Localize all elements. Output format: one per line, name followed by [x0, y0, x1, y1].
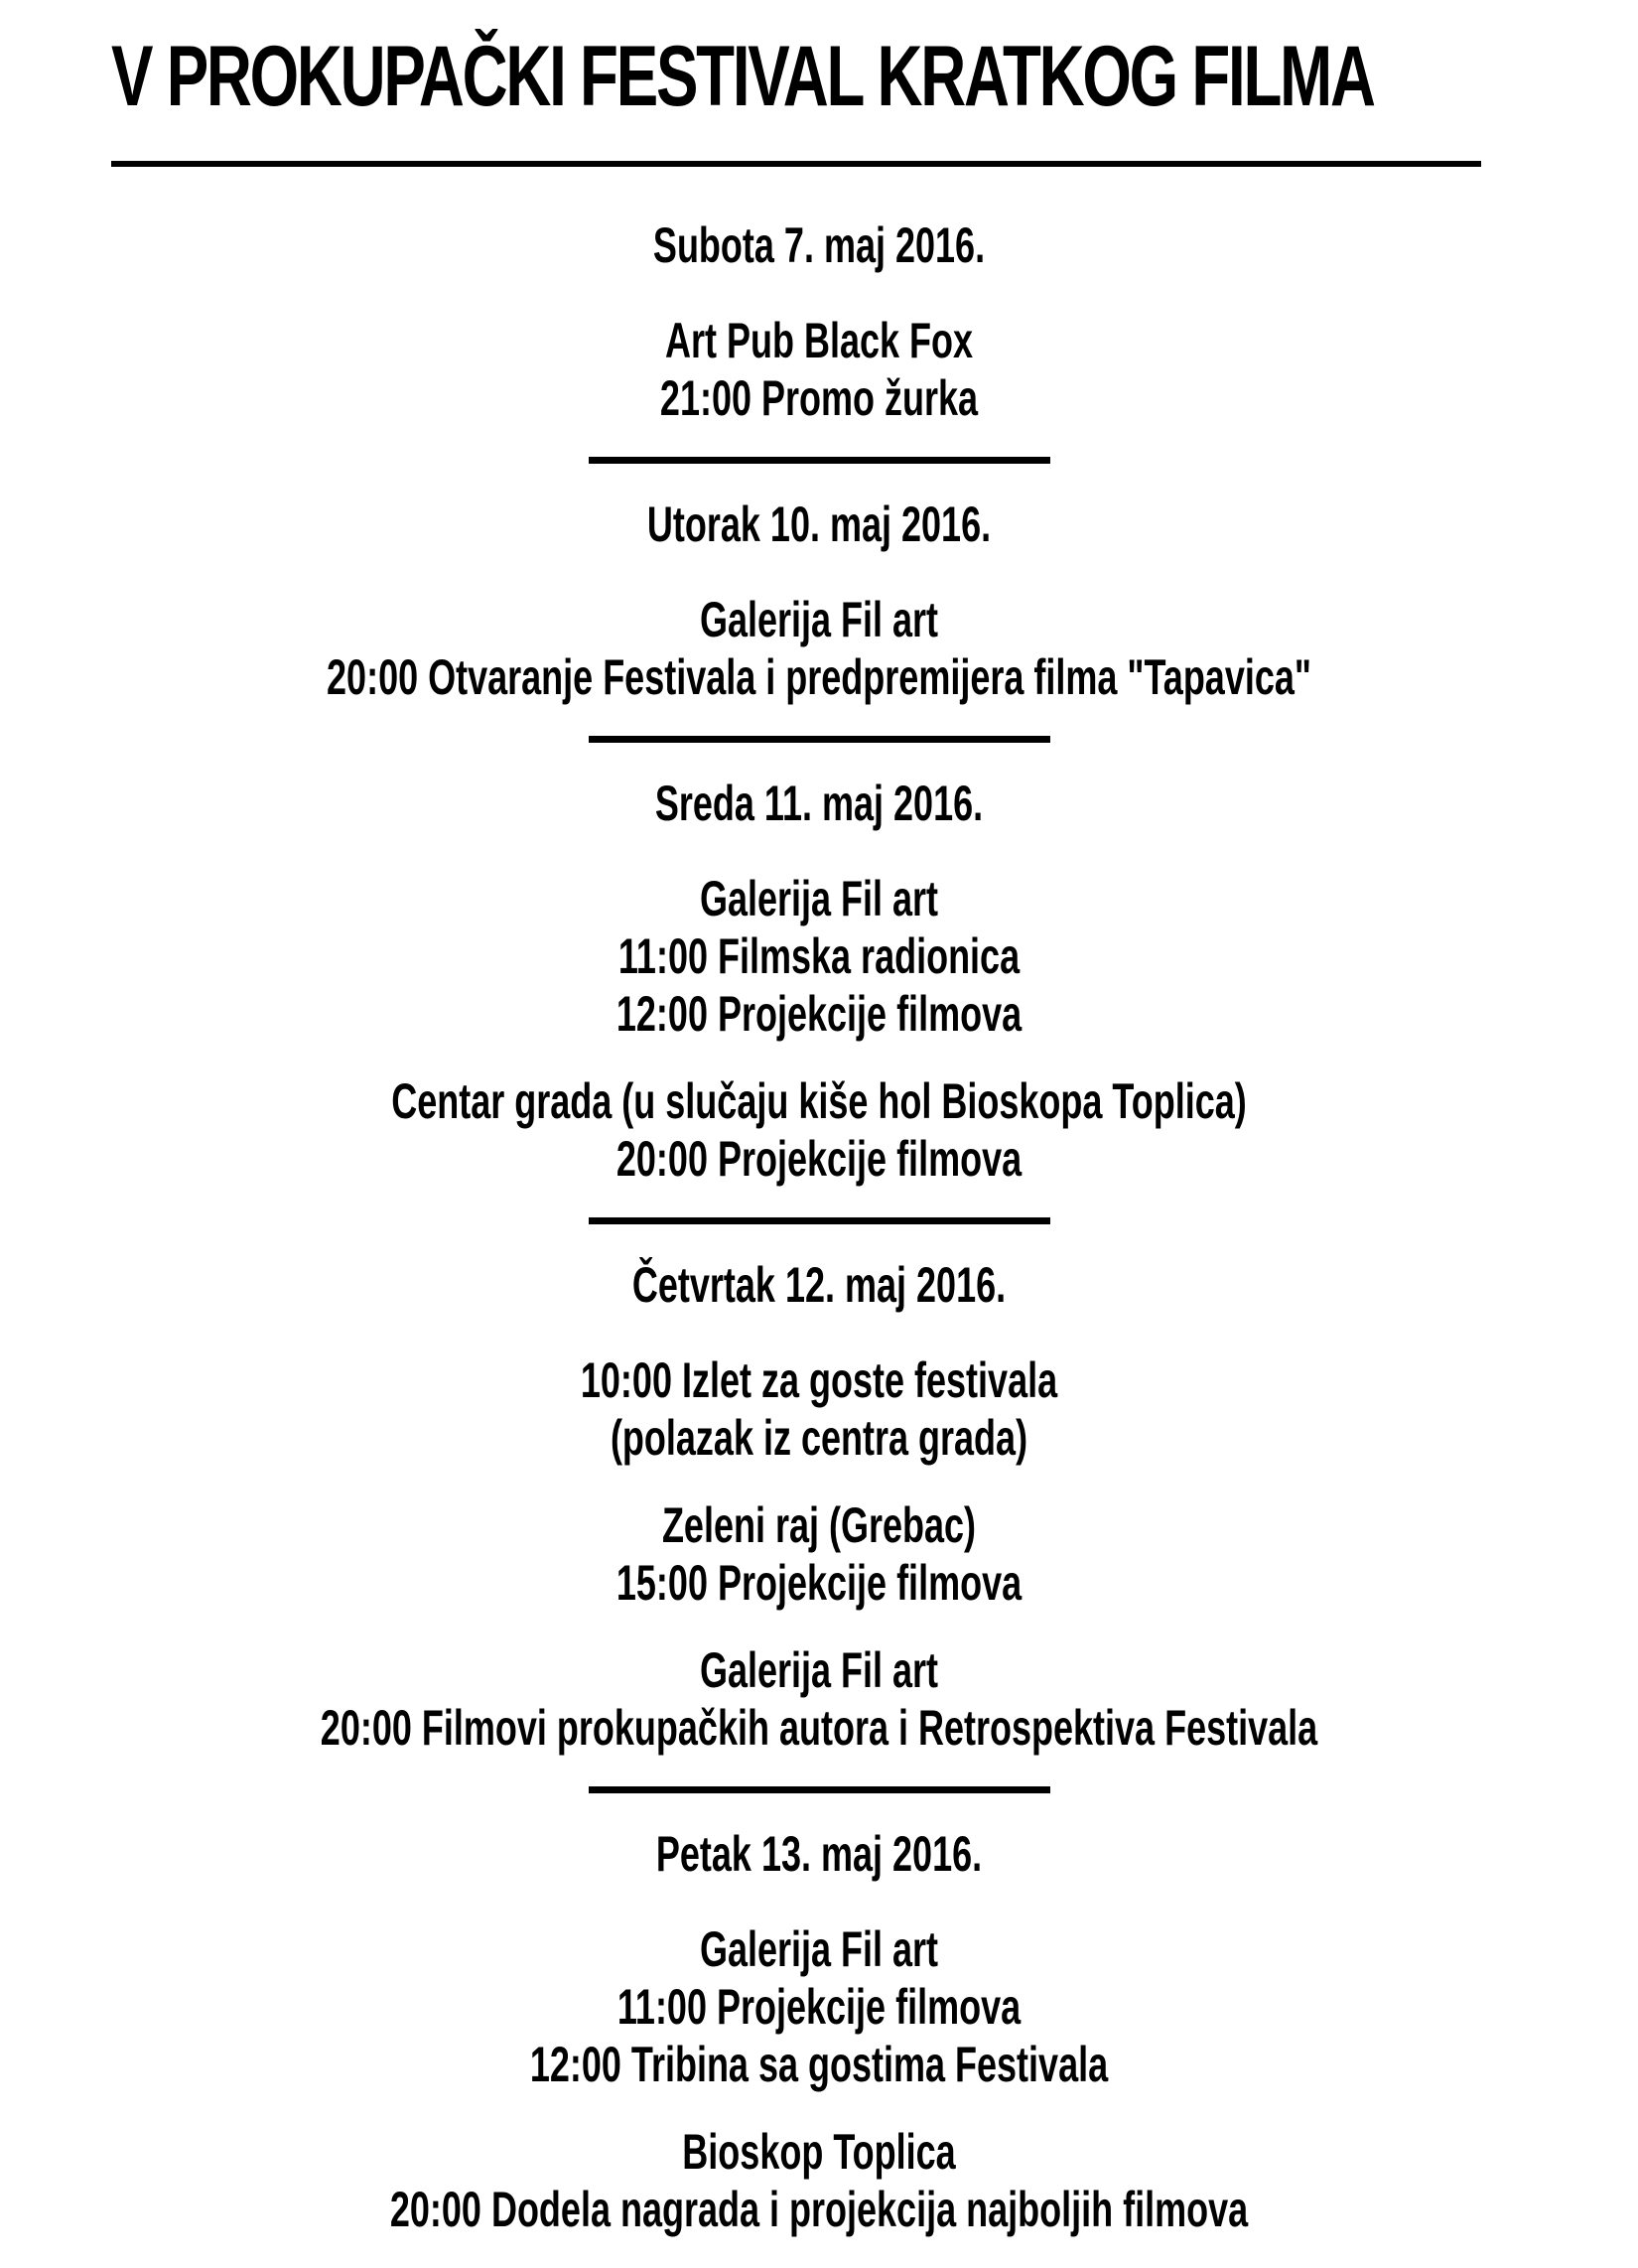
- event-line: 20:00 Filmovi prokupačkih autora i Retrospektiva Festivala: [320, 1700, 1318, 1756]
- venue-title: Galerija Fil art: [699, 871, 939, 926]
- day-heading: Sreda 11. maj 2016.: [654, 776, 984, 831]
- day-heading: Subota 7. maj 2016.: [652, 217, 986, 273]
- event-line: 12:00 Tribina sa gostima Festivala: [529, 2037, 1109, 2092]
- schedule-day: [0, 1825, 1638, 2238]
- event-line: 20:00 Otvaranje Festivala i predpremijera filma "Tapavica": [327, 649, 1311, 705]
- venue-block: [0, 1496, 1638, 1612]
- venue-block: [0, 870, 1638, 1043]
- schedule-day: [0, 775, 1638, 1188]
- venue-title: Galerija Fil art: [699, 1921, 939, 1977]
- venue-title: Zeleni raj (Grebac): [661, 1497, 977, 1553]
- event-line: 11:00 Projekcije filmova: [616, 1979, 1022, 2035]
- page-title: V PROKUPAČKI FESTIVAL KRATKOG FILMA: [111, 29, 1374, 124]
- schedule-day: [0, 216, 1638, 427]
- day-heading: Četvrtak 12. maj 2016.: [631, 1257, 1007, 1313]
- event-line: 20:00 Dodela nagrada i projekcija najboljih filmova: [389, 2182, 1249, 2237]
- event-line: 20:00 Projekcije filmova: [615, 1131, 1023, 1187]
- event-line: 21:00 Promo žurka: [659, 370, 979, 426]
- event-line: 15:00 Projekcije filmova: [615, 1555, 1023, 1611]
- venue-title: Bioskop Toplica: [682, 2124, 956, 2180]
- venue-block: [0, 591, 1638, 706]
- venue-block: [0, 1641, 1638, 1757]
- venue-title: 10:00 Izlet za goste festivala: [580, 1352, 1058, 1408]
- day-divider: [589, 1217, 1050, 1224]
- venue-title: Art Pub Black Fox: [664, 313, 974, 368]
- venue-block: [0, 1920, 1638, 2093]
- day-divider: [589, 736, 1050, 743]
- event-line: 11:00 Filmska radionica: [617, 928, 1021, 984]
- title-underline: [111, 161, 1481, 167]
- day-heading: Petak 13. maj 2016.: [655, 1826, 983, 1882]
- day-divider: [589, 457, 1050, 464]
- venue-title: Galerija Fil art: [699, 592, 939, 647]
- venue-title: Centar grada (u slučaju kiše hol Bioskopa Toplica): [391, 1073, 1247, 1129]
- venue-block: [0, 1351, 1638, 1467]
- event-line: 12:00 Projekcije filmova: [615, 986, 1023, 1042]
- venue-block: [0, 2123, 1638, 2238]
- venue-title: Galerija Fil art: [699, 1642, 939, 1698]
- venue-block: [0, 312, 1638, 427]
- schedule-day: [0, 496, 1638, 706]
- day-divider: [589, 1786, 1050, 1793]
- day-heading: Utorak 10. maj 2016.: [646, 496, 992, 552]
- event-line: (polazak iz centra grada): [610, 1410, 1028, 1466]
- venue-block: [0, 1072, 1638, 1188]
- festival-schedule: [0, 216, 1638, 2268]
- schedule-day: [0, 1256, 1638, 1757]
